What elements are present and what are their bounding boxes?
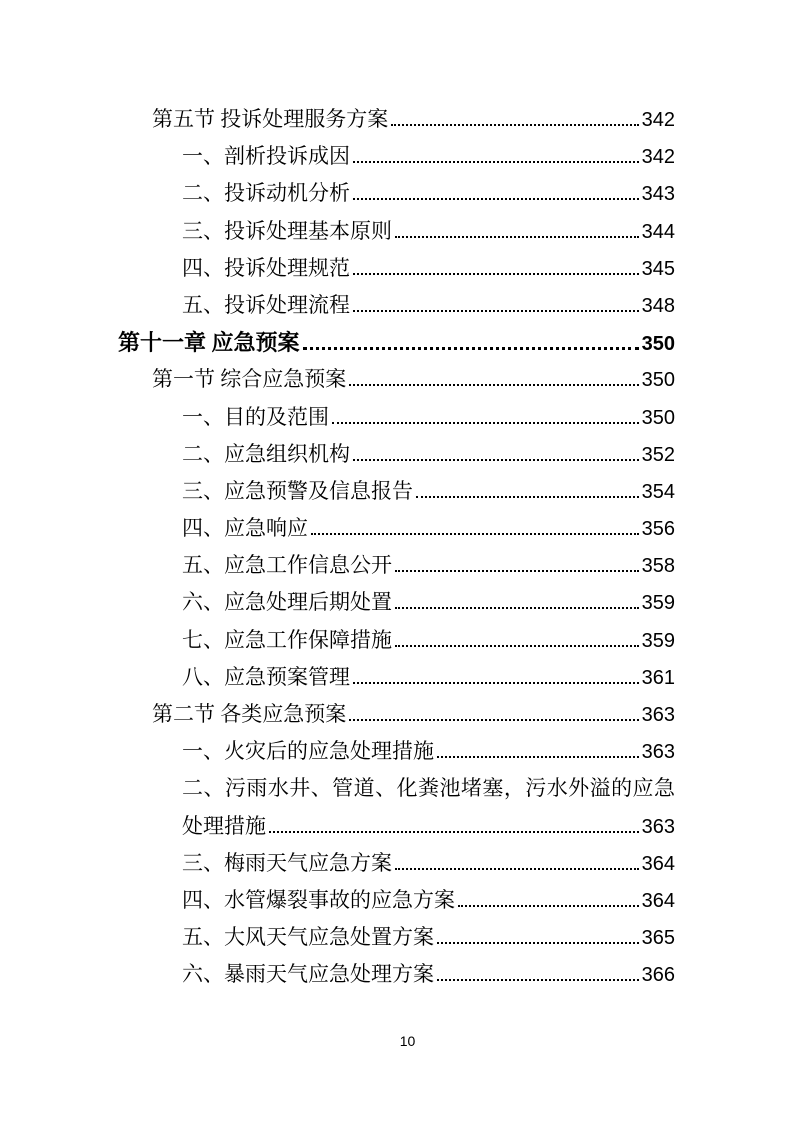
toc-entry-page: 352	[641, 443, 675, 466]
dot-leader-icon	[458, 905, 639, 907]
toc-entry-title: 四、水管爆裂事故的应急方案	[182, 887, 455, 912]
toc-entry-page: 358	[641, 555, 675, 578]
dot-leader-icon	[437, 942, 639, 944]
toc-entry[interactable]	[118, 584, 675, 621]
toc-entry-title: 二、应急组织机构	[182, 441, 350, 466]
toc-entry[interactable]	[118, 361, 675, 398]
toc-entry-title: 三、梅雨天气应急方案	[182, 850, 392, 875]
toc-entry-page: 350	[641, 333, 675, 356]
toc-entry[interactable]	[118, 696, 675, 733]
dot-leader-icon	[395, 570, 639, 572]
toc-entry-title: 五、应急工作信息公开	[182, 553, 392, 578]
toc-entry-title: 六、暴雨天气应急处理方案	[182, 962, 434, 987]
toc-entry[interactable]	[118, 473, 675, 510]
toc-entry-page: 364	[641, 889, 675, 912]
dot-leader-icon	[311, 533, 639, 535]
toc-entry-page: 365	[641, 927, 675, 950]
toc-entry-page: 361	[641, 666, 675, 689]
toc-entry[interactable]	[118, 547, 675, 584]
toc-entry-page: 345	[641, 257, 675, 280]
toc-entry-title: 二、污雨水井、管道、化粪池堵塞，污水外溢的应急	[182, 776, 675, 801]
toc-entry[interactable]	[118, 399, 675, 436]
toc-entry[interactable]	[118, 324, 675, 361]
toc-entry-page: 359	[641, 592, 675, 615]
toc-entry-page: 354	[641, 480, 675, 503]
toc-entry[interactable]	[118, 213, 675, 250]
toc-entry-title: 三、应急预警及信息报告	[182, 478, 413, 503]
toc-entry-title: 三、投诉处理基本原则	[182, 218, 392, 243]
toc-entry[interactable]	[118, 250, 675, 287]
toc-entry-page: 363	[641, 704, 675, 726]
toc-entry-title: 第五节 投诉处理服务方案	[152, 107, 389, 131]
toc-entry-title: 六、应急处理后期处置	[182, 590, 392, 615]
toc-entry[interactable]	[118, 845, 675, 882]
toc-entry[interactable]	[118, 622, 675, 659]
dot-leader-icon	[353, 161, 639, 163]
dot-leader-icon	[437, 756, 639, 758]
toc-entry[interactable]	[118, 138, 675, 175]
toc-entry-page: 363	[641, 815, 675, 838]
toc-entry-page: 350	[641, 369, 675, 392]
toc-entry-title: 第一节 综合应急预案	[152, 367, 347, 392]
toc-entry[interactable]	[118, 659, 675, 696]
toc-entry[interactable]	[118, 882, 675, 919]
footer-page-number: 10	[399, 1033, 416, 1049]
dot-leader-icon	[391, 124, 638, 126]
dot-leader-icon	[353, 198, 639, 200]
dot-leader-icon	[332, 422, 639, 424]
toc-entry-title: 处理措施	[182, 813, 266, 838]
toc-entry-page: 364	[641, 852, 675, 875]
toc-entry-page: 343	[641, 183, 675, 206]
dot-leader-icon	[353, 273, 639, 275]
toc-entry[interactable]	[118, 436, 675, 473]
dot-leader-icon	[303, 347, 639, 350]
toc-entry-page: 350	[641, 406, 675, 429]
toc-entry-title: 一、剖析投诉成因	[182, 144, 350, 169]
dot-leader-icon	[437, 979, 639, 981]
toc-entry-page: 363	[641, 741, 675, 764]
toc-entry[interactable]	[118, 101, 675, 138]
toc-entry-title: 二、投诉动机分析	[182, 181, 350, 206]
dot-leader-icon	[353, 310, 639, 312]
toc-entry-title: 五、投诉处理流程	[182, 292, 350, 317]
dot-leader-icon	[269, 831, 639, 833]
page-footer	[0, 1033, 793, 1049]
toc-entry-title: 七、应急工作保障措施	[182, 627, 392, 652]
toc-entry-page: 342	[641, 146, 675, 169]
toc-entry-title: 四、投诉处理规范	[182, 255, 350, 280]
dot-leader-icon	[349, 719, 638, 721]
toc-entry-title: 一、目的及范围	[182, 404, 329, 429]
dot-leader-icon	[353, 682, 639, 684]
toc-entry[interactable]	[118, 287, 675, 324]
toc-entry-title: 第十一章 应急预案	[118, 330, 300, 356]
dot-leader-icon	[395, 645, 639, 647]
toc-entry-title: 一、火灾后的应急处理措施	[182, 739, 434, 764]
dot-leader-icon	[395, 868, 639, 870]
toc-entry[interactable]	[118, 510, 675, 547]
dot-leader-icon	[395, 236, 639, 238]
toc-entry[interactable]	[118, 733, 675, 770]
dot-leader-icon	[353, 459, 639, 461]
toc-entry-page: 348	[641, 294, 675, 317]
dot-leader-icon	[395, 607, 639, 609]
toc-entry-title: 第二节 各类应急预案	[152, 702, 347, 726]
toc-entry[interactable]	[118, 956, 675, 993]
toc-entry[interactable]	[118, 808, 675, 845]
toc-entry-page: 356	[641, 518, 675, 541]
toc-entry[interactable]	[118, 770, 675, 807]
toc-entry[interactable]	[118, 175, 675, 212]
table-of-contents	[118, 101, 675, 994]
toc-entry-title: 五、大风天气应急处置方案	[182, 925, 434, 950]
toc-entry-page: 366	[641, 964, 675, 987]
toc-entry-title: 四、应急响应	[182, 516, 308, 541]
toc-entry[interactable]	[118, 919, 675, 956]
dot-leader-icon	[416, 496, 639, 498]
toc-entry-page: 344	[641, 220, 675, 243]
toc-entry-title: 八、应急预案管理	[182, 664, 350, 689]
toc-entry-page: 359	[641, 629, 675, 652]
toc-entry-page: 342	[641, 109, 675, 131]
dot-leader-icon	[349, 384, 638, 386]
